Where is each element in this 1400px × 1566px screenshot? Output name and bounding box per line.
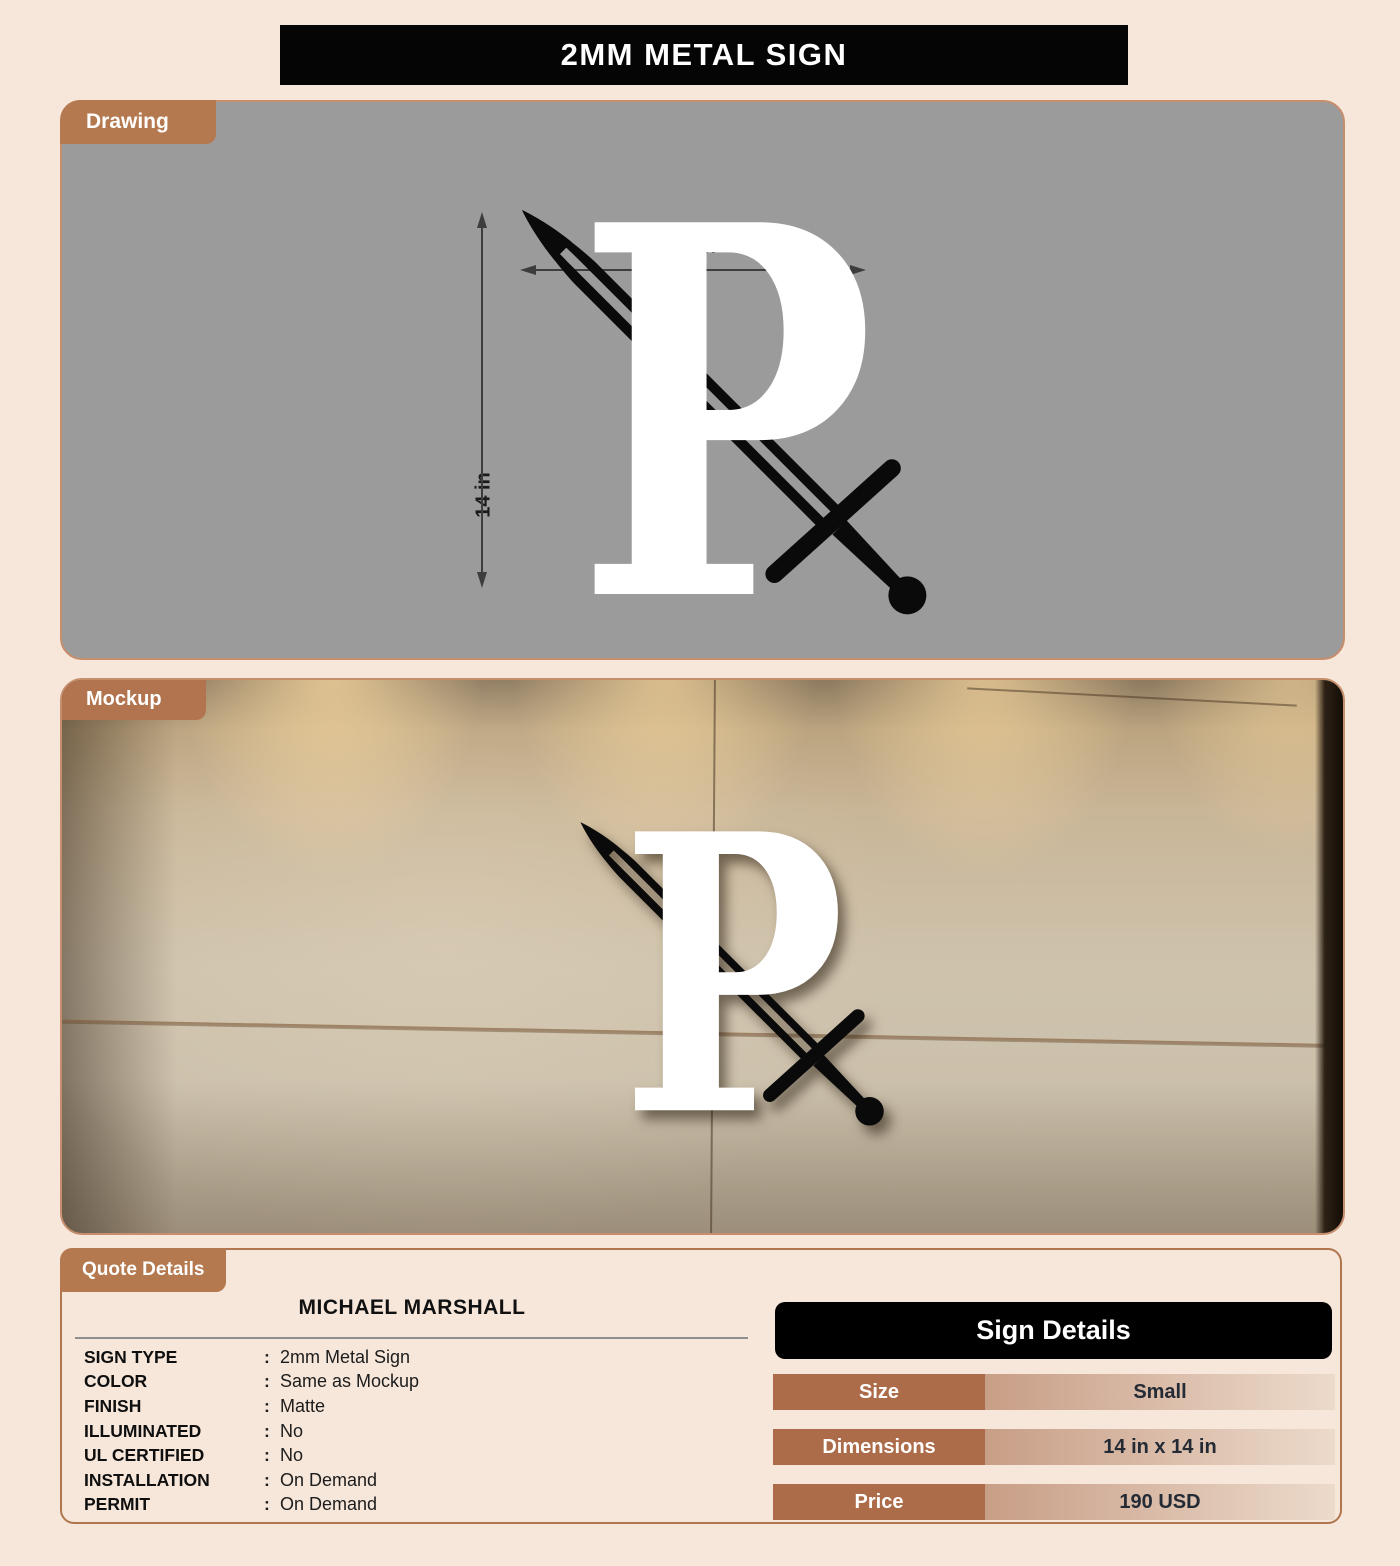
spec-colon: : [264,1395,270,1416]
spec-row-finish [74,1394,764,1419]
spec-label: UL CERTIFIED [84,1445,205,1466]
drawing-panel [60,100,1345,660]
spec-row-color [74,1370,764,1395]
spec-colon: : [264,1445,270,1466]
tab-mockup [60,678,206,720]
spec-label: INSTALLATION [84,1469,210,1490]
mockup-logo [573,816,891,1127]
sign-details-row-label: Dimensions [773,1429,985,1465]
sign-details-row-value: Small [985,1374,1335,1410]
sign-details-row-value: 190 USD [985,1484,1335,1520]
spec-row-installation [74,1468,764,1493]
spec-value: No [280,1445,304,1466]
height-dimension-arrow [475,210,489,590]
spec-value: Matte [280,1395,326,1416]
tab-mockup-label: Mockup [86,687,162,710]
spec-label: COLOR [84,1371,148,1392]
spec-colon: : [264,1371,270,1392]
spec-colon: : [264,1420,270,1441]
customer-name-divider [75,1337,748,1339]
page-title-text: 2MM METAL SIGN [560,37,848,72]
quote-details-panel [60,1248,1342,1524]
spec-label: FINISH [84,1395,142,1416]
spec-value: On Demand [280,1494,378,1515]
spec-colon: : [264,1494,270,1515]
tab-drawing-label: Drawing [86,110,169,133]
sign-details-row-price [773,1484,1335,1520]
sign-details-title: Sign Details [976,1315,1131,1345]
wall-right-edge-shadow [1315,680,1343,1233]
sign-details-row-label: Size [773,1374,985,1410]
spec-value: Same as Mockup [280,1371,420,1392]
spec-row-permit [74,1493,764,1518]
sign-details-row-label: Price [773,1484,985,1520]
drawing-logo [512,202,936,616]
spec-value: On Demand [280,1469,378,1490]
sign-details-row-size [773,1374,1335,1410]
wall-seam-top-right [967,687,1297,706]
spec-list [74,1345,764,1517]
page-title [280,25,1128,85]
sign-details-row-value: 14 in x 14 in [985,1429,1335,1465]
spec-colon: : [264,1346,270,1367]
tab-quote-details-label: Quote Details [82,1259,205,1280]
spec-row-ul-certified [74,1443,764,1468]
spec-row-sign-type [74,1345,764,1370]
spec-value: 2mm Metal Sign [280,1346,411,1367]
spec-label: SIGN TYPE [84,1346,178,1367]
spec-label: ILLUMINATED [84,1420,202,1441]
spec-label: PERMIT [84,1494,151,1515]
sign-details-row-dimensions [773,1429,1335,1465]
tab-drawing [60,100,216,144]
mockup-panel [60,678,1345,1235]
spec-row-illuminated [74,1419,764,1444]
sign-details-header [775,1302,1332,1359]
spec-colon: : [264,1469,270,1490]
customer-name: MICHAEL MARSHALL [298,1296,526,1319]
tab-quote-details [60,1248,226,1292]
height-dimension-label: 14 in [472,472,495,518]
sign-details-table [773,1374,1335,1539]
spec-value: No [280,1420,304,1441]
